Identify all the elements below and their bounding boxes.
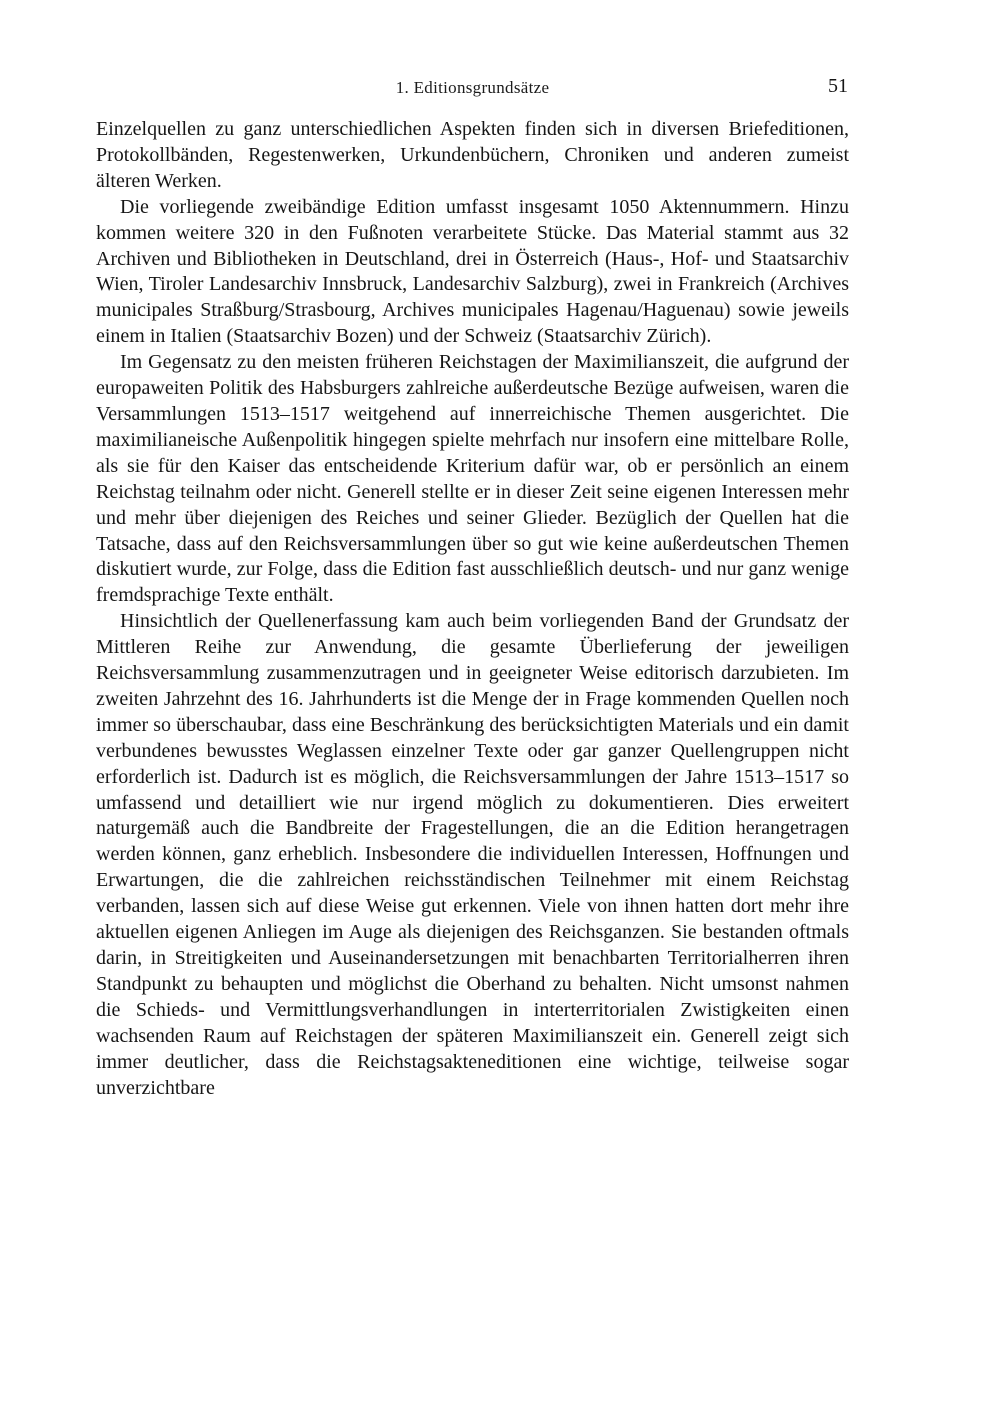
paragraph: Im Gegensatz zu den meisten früheren Reichstagen der Maximilianszeit, die aufgrund der europaweiten Politik des Habsburgers zahlreiche außerdeutsche Bezüge aufweisen, waren die Versammlungen 1513–1517 weitgehend auf innerreichische Themen ausgerichtet. Die maximilianeische Außenpolitik hingegen spielte mehrfach nur insofern eine mittelbare Rolle, als sie für den Kaiser das entscheidende Kriterium dafür war, ob er persönlich an einem Reichstag teilnahm oder nicht. Generell stellte er in dieser Zeit seine eigenen Interessen mehr und mehr über diejenigen des Reiches und seiner Glieder. Bezüglich der Quellen hat die Tatsache, dass auf den Reichsversammlungen über so gut wie keine außerdeutschen Themen diskutiert wurde, zur Folge, dass die Edition fast ausschließlich deutsch- und nur ganz wenige fremdsprachige Texte enthält. [96, 351, 849, 607]
text-body [96, 117, 849, 1101]
paragraph: Hinsichtlich der Quellenerfassung kam auch beim vorliegenden Band der Grundsatz der Mittleren Reihe zur Anwendung, die gesamte Überlieferung der jeweiligen Reichsversammlung zusammenzutragen und in geeigneter Weise editorisch darzubieten. Im zweiten Jahrzehnt des 16. Jahrhunderts ist die Menge der in Frage kommenden Quellen noch immer so überschaubar, dass eine Beschränkung des berücksichtigten Materials und ein damit verbundenes bewusstes Weglassen einzelner Texte oder gar ganzer Quellengruppen nicht erforderlich ist. Dadurch ist es möglich, die Reichsversammlungen der Jahre 1513–1517 so umfassend und detailliert wie nur irgend möglich zu dokumentieren. Dies erweitert naturgemäß auch die Bandbreite der Fragestellungen, die an die Edition herangetragen werden können, ganz erheblich. Insbesondere die individuellen Interessen, Hoffnungen und Erwartungen, die die zahlreichen reichsständischen Teilnehmer mit einem Reichstag verbanden, lassen sich auf diese Weise gut erkennen. Viele von ihnen hatten dort mehr ihre aktuellen eigenen Anliegen im Auge als diejenigen des Reichsganzen. Sie bestanden oftmals darin, in Streitigkeiten und Auseinandersetzungen mit benachbarten Territorialherren ihren Standpunkt zu behaupten und möglichst die Oberhand zu behalten. Nicht umsonst nahmen die Schieds- und Vermittlungsverhandlungen in interterritorialen Zwistigkeiten einen wachsenden Raum auf Reichstagen der späteren Maximilianszeit ein. Generell zeigt sich immer deutlicher, dass die Reichstagsakteneditionen eine wichtige, teilweise sogar unverzichtbare [96, 610, 849, 1099]
chapter-heading: 1. Editionsgrundsätze [395, 78, 550, 97]
text-block [96, 75, 849, 1101]
running-head [96, 75, 849, 104]
paragraph: Die vorliegende zweibändige Edition umfasst insgesamt 1050 Aktennummern. Hinzu kommen weitere 320 in den Fußnoten verarbeitete Stücke. Das Material stammt aus 32 Archiven und Bibliotheken in Deutschland, drei in Österreich (Haus-, Hof- und Staatsarchiv Wien, Tiroler Landesarchiv Innsbruck, Landesarchiv Salzburg), zwei in Frankreich (Archives municipales Straßburg/Strasbourg, Archives municipales Hagenau/Haguenau) sowie jeweils einem in Italien (Staatsarchiv Bozen) und der Schweiz (Staatsarchiv Zürich). [96, 195, 849, 348]
paragraph: Einzelquellen zu ganz unterschiedlichen Aspekten finden sich in diversen Briefeditionen, Protokollbänden, Regestenwerken, Urkundenbüchern, Chroniken und anderen zumeist älteren Werken. [96, 118, 849, 192]
page-number: 51 [828, 75, 848, 97]
